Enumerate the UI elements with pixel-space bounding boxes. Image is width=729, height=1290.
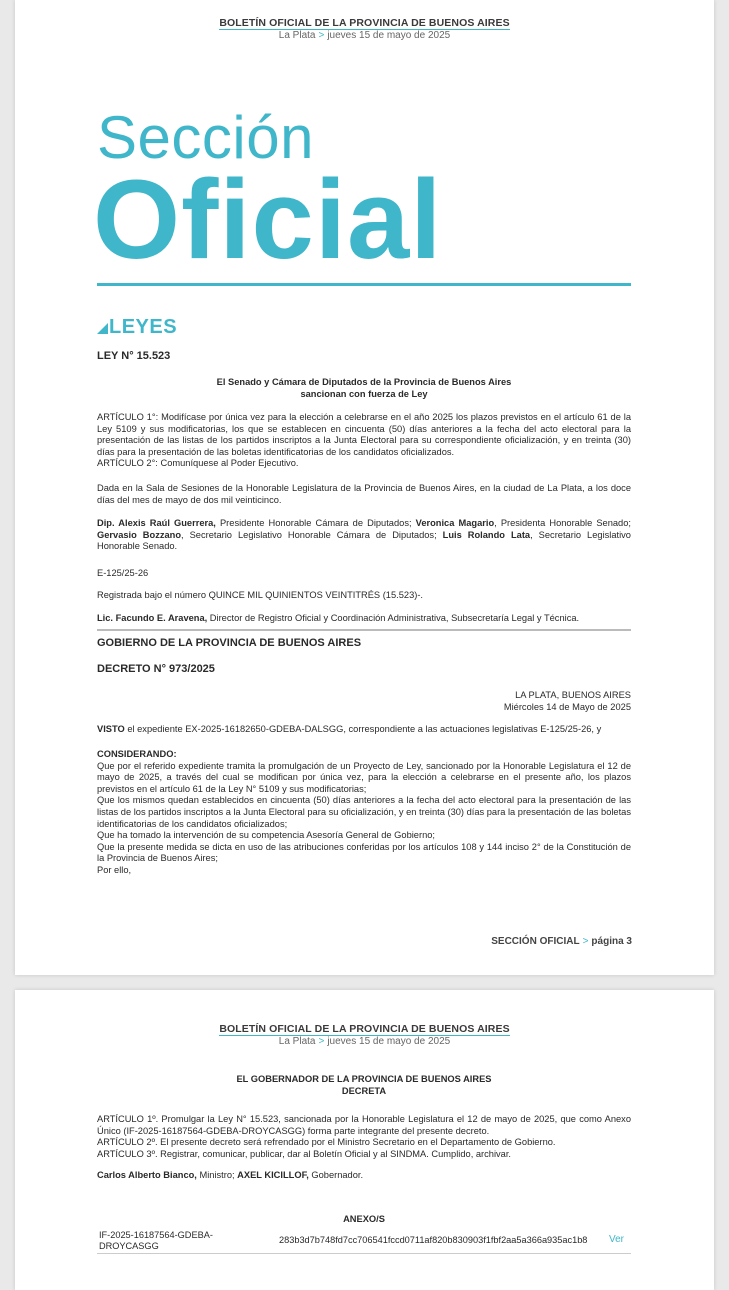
law-director-signature: Lic. Facundo E. Aravena, Director de Registro Oficial y Coordinación Administrativa, Subsecretaría Legal y Técnica. xyxy=(97,613,580,623)
bulletin-header-title: BOLETÍN OFICIAL DE LA PROVINCIA DE BUENOS AIRES xyxy=(219,17,510,29)
law-signatories: Dip. Alexis Raúl Guerrera, Presidente Honorable Cámara de Diputados; Veronica Magario, Presidenta Honorable Senado; Gervasio Bozzano, Secretario Legislativo Honorable Cámara de Diputados; Luis Rolando Lata, Secretario Legislativo Honorable Senado. xyxy=(97,518,631,552)
section-divider xyxy=(97,629,631,631)
law-registration: Registrada bajo el número QUINCE MIL QUINIENTOS VEINTITRÉS (15.523)-. xyxy=(97,590,424,600)
category-heading: LEYES xyxy=(97,316,177,339)
decree-considerando xyxy=(97,749,631,877)
law-file-number: E-125/25-26 xyxy=(97,568,149,578)
law-article-2: ARTÍCULO 2°: Comuníquese al Poder Ejecutivo. xyxy=(97,458,299,469)
decree-article-1: ARTÍCULO 1º. Promulgar la Ley N° 15.523, sancionada por la Honorable Legislatura el 12 de mayo de 2025, que como Anexo Único (IF-2025-16187564-GDEBA-DROYCASGG) forma parte integrante del presente decreto. xyxy=(97,1114,631,1136)
boletin-page-2 xyxy=(15,990,714,1290)
page-footer: SECCIÓN OFICIAL > página 3 xyxy=(491,936,632,947)
annex-document-id: IF-2025-16187564-GDEBA-DROYCASGG xyxy=(99,1230,213,1251)
law-enactment-formula: El Senado y Cámara de Diputados de la Provincia de Buenos Aires sancionan con fuerza de Ley xyxy=(216,377,512,399)
section-title-word1: Sección xyxy=(97,104,314,171)
considerando-paragraph: Por ello, xyxy=(97,864,132,875)
decree-governor-formula: EL GOBERNADOR DE LA PROVINCIA DE BUENOS AIRES DECRETA xyxy=(236,1074,492,1096)
section-title-underline xyxy=(97,283,631,286)
header-separator: > xyxy=(318,1036,325,1047)
section-title-word2: Oficial xyxy=(93,157,443,282)
decree-article-3: ARTÍCULO 3º. Registrar, comunicar, publicar, dar al Boletín Oficial y al SINDMA. Cumplido, archivar. xyxy=(97,1148,511,1159)
boletin-page-1 xyxy=(15,0,714,975)
decree-place-date: LA PLATA, BUENOS AIRES Miércoles 14 de Mayo de 2025 xyxy=(503,690,631,712)
considerando-paragraph: Que la presente medida se dicta en uso de las atribuciones conferidas por los artículos 108 y 144 inciso 2° de la Constitución de la Provincia de Buenos Aires; xyxy=(97,841,631,864)
considerando-paragraph: Que por el referido expediente tramita la promulgación de un Proyecto de Ley, sancionado por la Honorable Legislatura el 12 de mayo de 2025, a través del cual se modifican por única vez, para la elección a celebrarse en el presente año, los plazos previstos en el artículo 61 de la Ley N° 5109 y sus modificatorias; xyxy=(97,760,631,794)
annex-heading: ANEXO/S xyxy=(343,1214,385,1224)
decree-number: DECRETO N° 973/2025 xyxy=(97,663,215,675)
law-article-1: ARTÍCULO 1°: Modifícase por única vez para la elección a celebrarse en el año 2025 los plazos previstos en el artículo 61 de la Ley 5109 y sus modificatorias, los que se establecen en cincuenta (50) días anteriores a la fecha del acto electoral para la presentación de las listas de los partidos inscriptos a la Junta Electoral para su correspondiente oficialización, y en treinta (30) días para la presentación de las boletas identificatorias de los candidatos oficializados. xyxy=(97,412,631,457)
law-number: LEY N° 15.523 xyxy=(97,350,171,362)
header-separator: > xyxy=(318,30,325,41)
decree-government-heading: GOBIERNO DE LA PROVINCIA DE BUENOS AIRES xyxy=(97,637,362,649)
annex-hash: 283b3d7b748fd7cc706541fccd0711af820b830903f1fbf2aa5a366a935ac1b8 xyxy=(279,1235,588,1245)
bulletin-header-dateline xyxy=(15,1036,714,1047)
header-date: jueves 15 de mayo de 2025 xyxy=(327,30,451,41)
bulletin-header-title: BOLETÍN OFICIAL DE LA PROVINCIA DE BUENOS AIRES xyxy=(219,1023,510,1035)
header-city: La Plata xyxy=(278,30,316,41)
decree-signatures: Carlos Alberto Bianco, Ministro; AXEL KICILLOF, Gobernador. xyxy=(97,1170,364,1180)
law-articles xyxy=(97,412,631,470)
header-city: La Plata xyxy=(278,1036,316,1047)
considerando-paragraph: Que los mismos quedan establecidos en cincuenta (50) días anteriores a la fecha del acto electoral para la presentación de las listas de los partidos inscriptos a la Junta Electoral para su oficialización, y en treinta (30) días para la presentación de las boletas identificatorias de los candidatos oficializados; xyxy=(97,795,631,829)
decree-visto: VISTO el expediente EX-2025-16182650-GDEBA-DALSGG, correspondiente a las actuaciones legislativas E-125/25-26, y xyxy=(97,724,602,734)
annex-row-divider xyxy=(97,1253,631,1254)
header-date: jueves 15 de mayo de 2025 xyxy=(327,1036,451,1047)
annex-view-link[interactable]: Ver xyxy=(609,1234,625,1245)
decree-article-2: ARTÍCULO 2º. El presente decreto será refrendado por el Ministro Secretario en el Departamento de Gobierno. xyxy=(97,1137,556,1148)
bulletin-header-dateline xyxy=(15,30,714,41)
considerando-label: CONSIDERANDO: xyxy=(97,749,177,759)
law-given-clause: Dada en la Sala de Sesiones de la Honorable Legislatura de la Provincia de Buenos Aires, en la ciudad de La Plata, a los doce días del mes de mayo de dos mil veinticinco. xyxy=(97,483,631,505)
triangle-icon xyxy=(97,323,108,334)
considerando-paragraph: Que ha tomado la intervención de su competencia Asesoría General de Gobierno; xyxy=(97,830,435,841)
decree-articles xyxy=(97,1114,631,1160)
